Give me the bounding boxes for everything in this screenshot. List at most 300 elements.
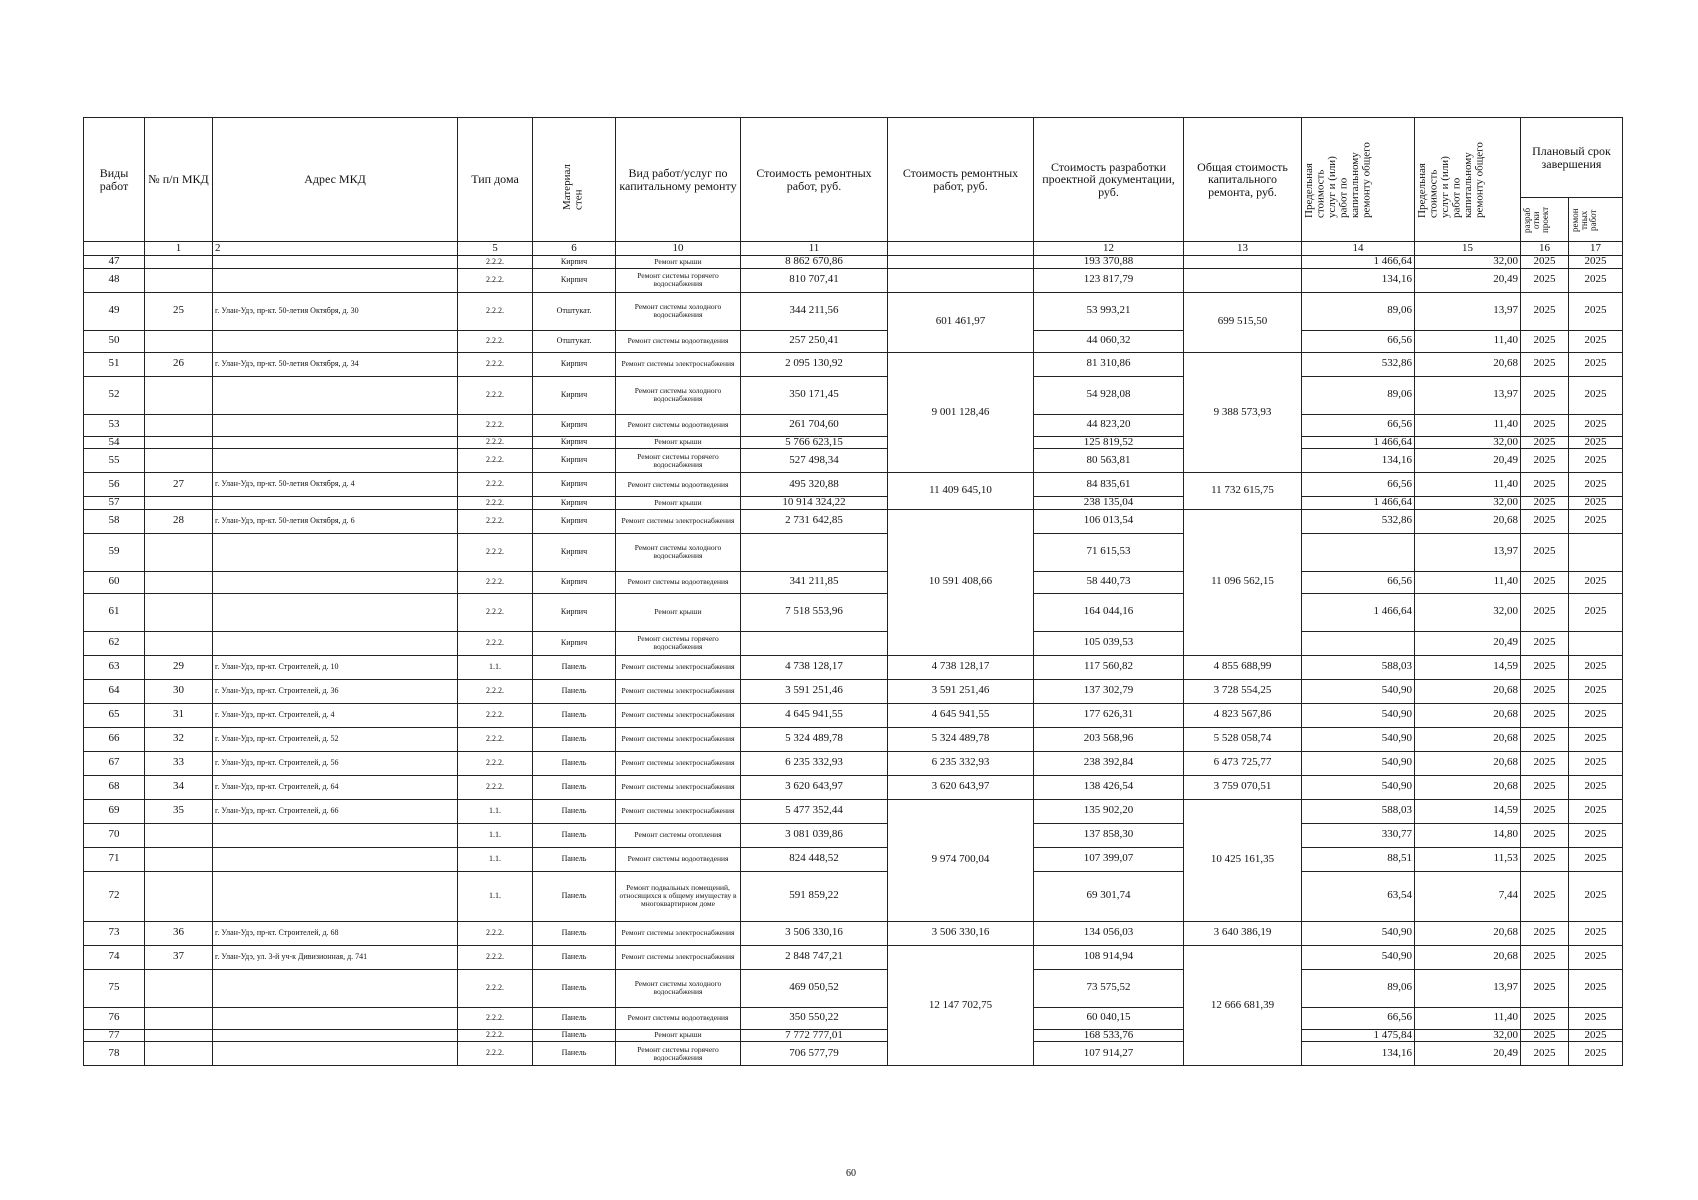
address-cell: г. Улан-Удэ, пр-кт. Строителей, д. 52: [213, 727, 458, 751]
limit-cost-1-cell: 588,03: [1302, 655, 1415, 679]
design-cost-cell: 107 914,27: [1034, 1042, 1184, 1066]
works-year-cell: 2025: [1569, 330, 1623, 352]
mkd-number-cell: 34: [145, 775, 213, 799]
wall-material-cell: Кирпич: [533, 473, 616, 497]
works-year-cell: 2025: [1569, 414, 1623, 436]
design-cost-cell: 73 575,52: [1034, 969, 1184, 1007]
col-header-work-type: Виды работ: [84, 118, 145, 242]
house-type-cell: 2.2.2.: [458, 751, 533, 775]
repair-cost-cell: 5 766 623,15: [741, 436, 888, 449]
works-year-cell: 2025: [1569, 1029, 1623, 1042]
design-cost-cell: 71 615,53: [1034, 533, 1184, 571]
design-cost-cell: 203 568,96: [1034, 727, 1184, 751]
house-type-cell: 2.2.2.: [458, 292, 533, 330]
total-cost-cell: 5 528 058,74: [1184, 727, 1302, 751]
design-cost-cell: 134 056,03: [1034, 921, 1184, 945]
works-year-cell: 2025: [1569, 823, 1623, 847]
capital-repair-table: [83, 117, 1623, 1066]
mkd-number-cell: [145, 533, 213, 571]
mkd-number-cell: [145, 871, 213, 921]
repair-cost-cell: 4 738 128,17: [741, 655, 888, 679]
address-cell: г. Улан-Удэ, пр-кт. Строителей, д. 64: [213, 775, 458, 799]
work-kind-cell: Ремонт крыши: [616, 256, 741, 269]
table-row: [84, 268, 1623, 292]
address-cell: г. Улан-Удэ, пр-кт. 50-летия Октября, д. 4: [213, 473, 458, 497]
works-year-cell: 2025: [1569, 1007, 1623, 1029]
repair-cost-total-cell: 5 324 489,78: [888, 727, 1034, 751]
row-number-cell: 47: [84, 256, 145, 269]
wall-material-cell: Кирпич: [533, 414, 616, 436]
house-type-cell: 2.2.2.: [458, 1042, 533, 1066]
works-year-cell: 2025: [1569, 775, 1623, 799]
works-year-cell: 2025: [1569, 571, 1623, 593]
wall-material-cell: Панель: [533, 1029, 616, 1042]
design-cost-cell: 137 302,79: [1034, 679, 1184, 703]
wall-material-cell: Панель: [533, 751, 616, 775]
limit-cost-2-cell: 11,40: [1415, 1007, 1521, 1029]
col-number: 11: [741, 242, 888, 256]
row-number-cell: 53: [84, 414, 145, 436]
table-row: [84, 256, 1623, 269]
house-type-cell: 1.1.: [458, 799, 533, 823]
work-kind-cell: Ремонт системы холодного водоснабжения: [616, 969, 741, 1007]
total-cost-cell: 3 759 070,51: [1184, 775, 1302, 799]
house-type-cell: 2.2.2.: [458, 436, 533, 449]
repair-cost-cell: 10 914 324,22: [741, 497, 888, 510]
repair-cost-cell: 4 645 941,55: [741, 703, 888, 727]
total-cost-cell: 699 515,50: [1184, 292, 1302, 352]
row-number-cell: 49: [84, 292, 145, 330]
limit-cost-1-label: Предельная стоимость услуг и (или) работ по капитальному ремонту общего: [1303, 141, 1373, 218]
limit-cost-2-cell: 20,49: [1415, 1042, 1521, 1066]
col-header-design-cost: Стоимость разработки проектной документации, руб.: [1034, 118, 1184, 242]
repair-cost-cell: [741, 631, 888, 655]
row-number-cell: 56: [84, 473, 145, 497]
limit-cost-2-cell: 20,68: [1415, 945, 1521, 969]
house-type-cell: 2.2.2.: [458, 679, 533, 703]
house-type-cell: 2.2.2.: [458, 268, 533, 292]
address-cell: г. Улан-Удэ, пр-кт. Строителей, д. 66: [213, 799, 458, 823]
house-type-cell: 2.2.2.: [458, 473, 533, 497]
works-year-cell: 2025: [1569, 969, 1623, 1007]
repair-cost-cell: 3 620 643,97: [741, 775, 888, 799]
address-cell: [213, 449, 458, 473]
repair-cost-cell: 5 324 489,78: [741, 727, 888, 751]
work-kind-cell: Ремонт системы горячего водоснабжения: [616, 268, 741, 292]
wall-material-cell: Панель: [533, 703, 616, 727]
row-number-cell: 77: [84, 1029, 145, 1042]
work-kind-cell: Ремонт крыши: [616, 593, 741, 631]
wall-material-cell: Панель: [533, 727, 616, 751]
table-row: [84, 509, 1623, 533]
limit-cost-1-cell: 88,51: [1302, 847, 1415, 871]
table-row: [84, 497, 1623, 510]
wall-material-cell: Кирпич: [533, 593, 616, 631]
house-type-cell: 2.2.2.: [458, 376, 533, 414]
table-row: [84, 414, 1623, 436]
wall-material-cell: Панель: [533, 847, 616, 871]
col-header-repair-cost-total: Стоимость ремонтных работ, руб.: [888, 118, 1034, 242]
limit-cost-2-cell: 20,49: [1415, 449, 1521, 473]
limit-cost-1-cell: 540,90: [1302, 679, 1415, 703]
design-year-cell: 2025: [1521, 292, 1569, 330]
table-row: [84, 1029, 1623, 1042]
limit-cost-2-cell: 11,40: [1415, 330, 1521, 352]
row-number-cell: 62: [84, 631, 145, 655]
house-type-cell: 2.2.2.: [458, 1029, 533, 1042]
mkd-number-cell: [145, 330, 213, 352]
limit-cost-2-cell: 20,49: [1415, 631, 1521, 655]
wall-material-cell: Панель: [533, 655, 616, 679]
limit-cost-1-cell: 66,56: [1302, 473, 1415, 497]
work-kind-cell: Ремонт системы электроснабжения: [616, 799, 741, 823]
design-year-cell: 2025: [1521, 945, 1569, 969]
repair-cost-total-cell: 4 738 128,17: [888, 655, 1034, 679]
limit-cost-1-cell: 89,06: [1302, 376, 1415, 414]
repair-cost-cell: 2 095 130,92: [741, 352, 888, 376]
wall-material-cell: Панель: [533, 945, 616, 969]
table-row: [84, 847, 1623, 871]
address-cell: [213, 497, 458, 510]
works-year-cell: 2025: [1569, 292, 1623, 330]
mkd-number-cell: [145, 268, 213, 292]
row-number-cell: 75: [84, 969, 145, 1007]
repair-cost-total-cell: 10 591 408,66: [888, 509, 1034, 655]
repair-cost-cell: 495 320,88: [741, 473, 888, 497]
col-header-wall-material: [533, 118, 616, 242]
mkd-number-cell: 30: [145, 679, 213, 703]
mkd-number-cell: [145, 436, 213, 449]
limit-cost-2-cell: 11,40: [1415, 414, 1521, 436]
row-number-cell: 51: [84, 352, 145, 376]
wall-material-label: Материал стен: [561, 163, 585, 210]
design-year-cell: 2025: [1521, 679, 1569, 703]
table-row: [84, 823, 1623, 847]
work-kind-cell: Ремонт системы электроснабжения: [616, 921, 741, 945]
mkd-number-cell: 26: [145, 352, 213, 376]
mkd-number-cell: [145, 256, 213, 269]
total-cost-cell: 6 473 725,77: [1184, 751, 1302, 775]
works-year-cell: 2025: [1569, 921, 1623, 945]
design-year-cell: 2025: [1521, 509, 1569, 533]
work-kind-cell: Ремонт системы водоотведения: [616, 847, 741, 871]
mkd-number-cell: [145, 969, 213, 1007]
works-year-label: ремон тных работ: [1570, 207, 1598, 232]
total-cost-cell: 9 388 573,93: [1184, 352, 1302, 473]
repair-cost-cell: 341 211,85: [741, 571, 888, 593]
row-number-cell: 64: [84, 679, 145, 703]
limit-cost-1-cell: 66,56: [1302, 1007, 1415, 1029]
house-type-cell: 2.2.2.: [458, 945, 533, 969]
address-cell: г. Улан-Удэ, пр-кт. Строителей, д. 4: [213, 703, 458, 727]
limit-cost-2-cell: 32,00: [1415, 497, 1521, 510]
works-year-cell: 2025: [1569, 509, 1623, 533]
work-kind-cell: Ремонт системы электроснабжения: [616, 352, 741, 376]
address-cell: [213, 1007, 458, 1029]
address-cell: [213, 533, 458, 571]
address-cell: г. Улан-Удэ, пр-кт. 50-летия Октября, д. 34: [213, 352, 458, 376]
design-year-cell: 2025: [1521, 1007, 1569, 1029]
table-row: [84, 330, 1623, 352]
limit-cost-2-cell: 20,68: [1415, 679, 1521, 703]
row-number-cell: 78: [84, 1042, 145, 1066]
mkd-number-cell: [145, 414, 213, 436]
col-header-house-type: Тип дома: [458, 118, 533, 242]
address-cell: г. Улан-Удэ, пр-кт. Строителей, д. 36: [213, 679, 458, 703]
mkd-number-cell: 31: [145, 703, 213, 727]
col-header-limit-cost-2: [1415, 118, 1521, 242]
limit-cost-2-cell: 13,97: [1415, 969, 1521, 1007]
address-cell: [213, 847, 458, 871]
col-number: 15: [1415, 242, 1521, 256]
row-number-cell: 65: [84, 703, 145, 727]
limit-cost-1-cell: 532,86: [1302, 509, 1415, 533]
limit-cost-2-cell: 20,68: [1415, 509, 1521, 533]
design-year-cell: 2025: [1521, 847, 1569, 871]
work-kind-cell: Ремонт системы горячего водоснабжения: [616, 449, 741, 473]
works-year-cell: 2025: [1569, 497, 1623, 510]
wall-material-cell: Кирпич: [533, 533, 616, 571]
design-cost-cell: 117 560,82: [1034, 655, 1184, 679]
address-cell: [213, 823, 458, 847]
repair-cost-cell: 527 498,34: [741, 449, 888, 473]
house-type-cell: 2.2.2.: [458, 631, 533, 655]
address-cell: [213, 376, 458, 414]
limit-cost-1-cell: [1302, 533, 1415, 571]
limit-cost-2-cell: 14,80: [1415, 823, 1521, 847]
address-cell: [213, 593, 458, 631]
design-year-cell: 2025: [1521, 727, 1569, 751]
mkd-number-cell: [145, 1007, 213, 1029]
total-cost-cell: 11 096 562,15: [1184, 509, 1302, 655]
work-kind-cell: Ремонт крыши: [616, 497, 741, 510]
design-year-cell: 2025: [1521, 703, 1569, 727]
works-year-cell: 2025: [1569, 847, 1623, 871]
work-kind-cell: Ремонт системы электроснабжения: [616, 509, 741, 533]
design-year-cell: 2025: [1521, 1029, 1569, 1042]
design-cost-cell: 137 858,30: [1034, 823, 1184, 847]
table-row: [84, 1042, 1623, 1066]
table-row: [84, 593, 1623, 631]
house-type-cell: 2.2.2.: [458, 449, 533, 473]
work-kind-cell: Ремонт системы холодного водоснабжения: [616, 292, 741, 330]
row-number-cell: 66: [84, 727, 145, 751]
design-year-cell: 2025: [1521, 799, 1569, 823]
col-number: 10: [616, 242, 741, 256]
work-kind-cell: Ремонт подвальных помещений, относящихся к общему имуществу в многоквартирном доме: [616, 871, 741, 921]
limit-cost-1-cell: 66,56: [1302, 414, 1415, 436]
mkd-number-cell: [145, 376, 213, 414]
limit-cost-1-cell: 63,54: [1302, 871, 1415, 921]
limit-cost-2-cell: 14,59: [1415, 799, 1521, 823]
works-year-cell: 2025: [1569, 256, 1623, 269]
repair-cost-total-cell: [888, 256, 1034, 269]
table-row: [84, 473, 1623, 497]
row-number-cell: 73: [84, 921, 145, 945]
limit-cost-2-cell: 20,49: [1415, 268, 1521, 292]
limit-cost-2-cell: 20,68: [1415, 352, 1521, 376]
design-cost-cell: 54 928,08: [1034, 376, 1184, 414]
work-kind-cell: Ремонт системы горячего водоснабжения: [616, 1042, 741, 1066]
repair-cost-cell: 3 081 039,86: [741, 823, 888, 847]
mkd-number-cell: 25: [145, 292, 213, 330]
wall-material-cell: Кирпич: [533, 268, 616, 292]
repair-cost-cell: 8 862 670,86: [741, 256, 888, 269]
limit-cost-1-cell: 134,16: [1302, 268, 1415, 292]
design-cost-cell: 238 392,84: [1034, 751, 1184, 775]
design-cost-cell: 106 013,54: [1034, 509, 1184, 533]
row-number-cell: 76: [84, 1007, 145, 1029]
house-type-cell: 2.2.2.: [458, 497, 533, 510]
limit-cost-1-cell: 66,56: [1302, 571, 1415, 593]
wall-material-cell: Панель: [533, 1007, 616, 1029]
limit-cost-1-cell: 540,90: [1302, 945, 1415, 969]
mkd-number-cell: 28: [145, 509, 213, 533]
wall-material-cell: Кирпич: [533, 509, 616, 533]
work-kind-cell: Ремонт крыши: [616, 436, 741, 449]
col-number: 2: [213, 242, 458, 256]
wall-material-cell: Панель: [533, 921, 616, 945]
work-kind-cell: Ремонт системы водоотведения: [616, 1007, 741, 1029]
table-row: [84, 871, 1623, 921]
table-row: [84, 571, 1623, 593]
repair-cost-total-cell: 3 591 251,46: [888, 679, 1034, 703]
works-year-cell: 2025: [1569, 268, 1623, 292]
mkd-number-cell: [145, 1029, 213, 1042]
design-year-cell: 2025: [1521, 871, 1569, 921]
mkd-number-cell: [145, 593, 213, 631]
mkd-number-cell: [145, 497, 213, 510]
repair-cost-total-cell: 4 645 941,55: [888, 703, 1034, 727]
limit-cost-2-cell: 32,00: [1415, 593, 1521, 631]
works-year-cell: 2025: [1569, 799, 1623, 823]
col-number: 14: [1302, 242, 1415, 256]
limit-cost-2-cell: 32,00: [1415, 256, 1521, 269]
repair-cost-cell: 350 550,22: [741, 1007, 888, 1029]
table-row: [84, 655, 1623, 679]
limit-cost-1-cell: 540,90: [1302, 703, 1415, 727]
table-row: [84, 352, 1623, 376]
col-number: 5: [458, 242, 533, 256]
limit-cost-2-cell: 13,97: [1415, 533, 1521, 571]
col-header-mkd-number: № п/п МКД: [145, 118, 213, 242]
house-type-cell: 1.1.: [458, 847, 533, 871]
mkd-number-cell: 36: [145, 921, 213, 945]
design-cost-cell: 53 993,21: [1034, 292, 1184, 330]
table-row: [84, 631, 1623, 655]
design-cost-cell: 58 440,73: [1034, 571, 1184, 593]
col-header-planned-deadline: Плановый срок завершения: [1521, 118, 1623, 198]
limit-cost-2-cell: 11,40: [1415, 473, 1521, 497]
address-cell: [213, 571, 458, 593]
design-year-cell: 2025: [1521, 376, 1569, 414]
limit-cost-1-cell: 134,16: [1302, 1042, 1415, 1066]
header-row: [84, 118, 1623, 198]
row-number-cell: 59: [84, 533, 145, 571]
total-cost-cell: [1184, 256, 1302, 269]
works-year-cell: 2025: [1569, 727, 1623, 751]
limit-cost-2-cell: 20,68: [1415, 703, 1521, 727]
col-header-address: Адрес МКД: [213, 118, 458, 242]
design-year-cell: 2025: [1521, 969, 1569, 1007]
works-year-cell: 2025: [1569, 376, 1623, 414]
row-number-cell: 60: [84, 571, 145, 593]
total-cost-cell: [1184, 268, 1302, 292]
address-cell: [213, 631, 458, 655]
works-year-cell: 2025: [1569, 945, 1623, 969]
works-year-cell: 2025: [1569, 751, 1623, 775]
limit-cost-1-cell: 1 466,64: [1302, 436, 1415, 449]
address-cell: [213, 414, 458, 436]
house-type-cell: 2.2.2.: [458, 256, 533, 269]
repair-cost-total-cell: 3 506 330,16: [888, 921, 1034, 945]
mkd-number-cell: [145, 631, 213, 655]
works-year-cell: 2025: [1569, 679, 1623, 703]
works-year-cell: 2025: [1569, 871, 1623, 921]
table-row: [84, 533, 1623, 571]
design-cost-cell: 84 835,61: [1034, 473, 1184, 497]
repair-cost-cell: 824 448,52: [741, 847, 888, 871]
design-cost-cell: 164 044,16: [1034, 593, 1184, 631]
works-year-cell: 2025: [1569, 655, 1623, 679]
work-kind-cell: Ремонт системы холодного водоснабжения: [616, 376, 741, 414]
design-cost-cell: 108 914,94: [1034, 945, 1184, 969]
address-cell: [213, 256, 458, 269]
design-cost-cell: 107 399,07: [1034, 847, 1184, 871]
design-year-cell: 2025: [1521, 823, 1569, 847]
col-number: [84, 242, 145, 256]
wall-material-cell: Кирпич: [533, 352, 616, 376]
address-cell: [213, 436, 458, 449]
repair-cost-cell: 591 859,22: [741, 871, 888, 921]
wall-material-cell: Кирпич: [533, 571, 616, 593]
limit-cost-2-cell: 32,00: [1415, 436, 1521, 449]
limit-cost-2-cell: 20,68: [1415, 775, 1521, 799]
work-kind-cell: Ремонт системы электроснабжения: [616, 679, 741, 703]
table-row: [84, 1007, 1623, 1029]
address-cell: [213, 871, 458, 921]
mkd-number-cell: 32: [145, 727, 213, 751]
design-year-cell: 2025: [1521, 593, 1569, 631]
address-cell: г. Улан-Удэ, пр-кт. 50-летия Октября, д. 30: [213, 292, 458, 330]
mkd-number-cell: [145, 1042, 213, 1066]
row-number-cell: 70: [84, 823, 145, 847]
design-cost-cell: 81 310,86: [1034, 352, 1184, 376]
repair-cost-total-cell: 601 461,97: [888, 292, 1034, 352]
repair-cost-cell: [741, 533, 888, 571]
col-header-works-year: [1569, 198, 1623, 242]
repair-cost-cell: 350 171,45: [741, 376, 888, 414]
table-row: [84, 679, 1623, 703]
table-row: [84, 727, 1623, 751]
repair-cost-cell: 3 591 251,46: [741, 679, 888, 703]
wall-material-cell: Панель: [533, 823, 616, 847]
row-number-cell: 74: [84, 945, 145, 969]
address-cell: [213, 268, 458, 292]
repair-cost-total-cell: 3 620 643,97: [888, 775, 1034, 799]
limit-cost-1-cell: 588,03: [1302, 799, 1415, 823]
row-number-cell: 72: [84, 871, 145, 921]
row-number-cell: 58: [84, 509, 145, 533]
design-year-cell: 2025: [1521, 497, 1569, 510]
address-cell: [213, 1042, 458, 1066]
row-number-cell: 69: [84, 799, 145, 823]
total-cost-cell: 11 732 615,75: [1184, 473, 1302, 510]
repair-cost-cell: 344 211,56: [741, 292, 888, 330]
address-cell: г. Улан-Удэ, пр-кт. 50-летия Октября, д. 6: [213, 509, 458, 533]
design-year-cell: 2025: [1521, 436, 1569, 449]
design-cost-cell: 60 040,15: [1034, 1007, 1184, 1029]
